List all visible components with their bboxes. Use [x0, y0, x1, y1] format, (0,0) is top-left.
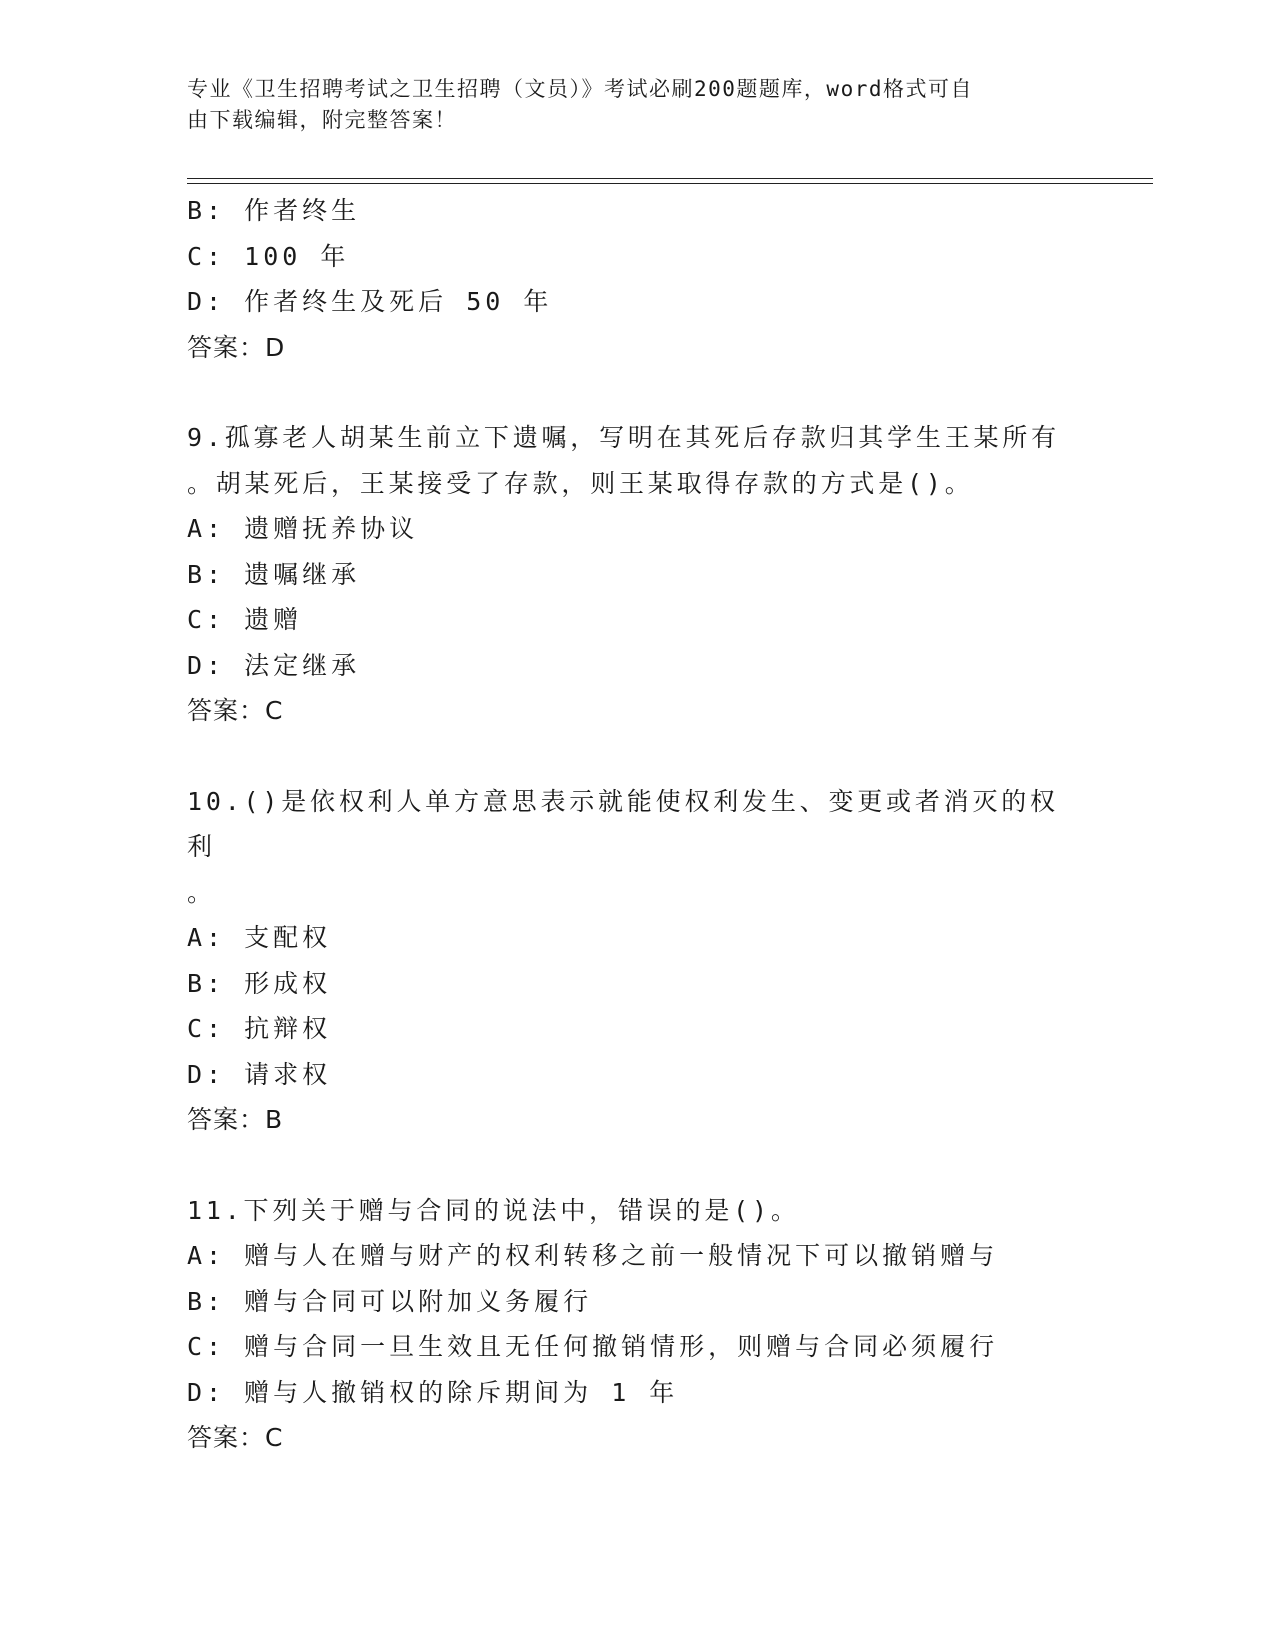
- answer-line: 答案：B: [187, 1105, 284, 1134]
- question-block-10: [187, 779, 1087, 1143]
- question-stem-line: 9.孤寡老人胡某生前立下遗嘱，写明在其死后存款归其学生王某所有: [187, 423, 1060, 452]
- option-c: C: 抗辩权: [187, 1014, 332, 1043]
- option-d: D: 作者终生及死后 50 年: [187, 287, 553, 316]
- option-a: A: 遗赠抚养协议: [187, 514, 419, 543]
- question-block-8: [187, 188, 1087, 370]
- option-c: C: 遗赠: [187, 605, 303, 634]
- document-header: [187, 74, 1067, 136]
- header-line-1: 专业《卫生招聘考试之卫生招聘（文员）》考试必刷200题题库，word格式可自: [187, 77, 973, 101]
- answer-line: 答案：C: [187, 1423, 284, 1452]
- spacer: [187, 370, 1087, 415]
- answer-line: 答案：D: [187, 332, 286, 362]
- option-d: D: 赠与人撤销权的除斥期间为 1 年: [187, 1377, 679, 1407]
- header-divider-bottom: [187, 183, 1153, 184]
- option-a: A: 赠与人在赠与财产的权利转移之前一般情况下可以撤销赠与: [187, 1241, 999, 1270]
- option-c: C: 赠与合同一旦生效且无任何撤销情形，则赠与合同必须履行: [187, 1332, 999, 1361]
- option-b: B: 赠与合同可以附加义务履行: [187, 1286, 593, 1316]
- question-block-9: [187, 415, 1087, 734]
- option-b: B: 遗嘱继承: [187, 559, 361, 589]
- option-a: A: 支配权: [187, 923, 332, 952]
- answer-line: 答案：C: [187, 696, 284, 725]
- question-stem-line: 10.()是依权利人单方意思表示就能使权利发生、变更或者消灭的权利: [187, 786, 1059, 861]
- question-stem-line: 。: [187, 877, 216, 907]
- question-stem-line: 11.下列关于赠与合同的说法中，错误的是()。: [187, 1195, 800, 1225]
- option-b: B: 作者终生: [187, 196, 361, 225]
- option-d: D: 请求权: [187, 1059, 332, 1089]
- option-b: B: 形成权: [187, 968, 332, 998]
- question-list: [187, 188, 1087, 1461]
- option-c: C: 100 年: [187, 241, 350, 271]
- spacer: [187, 1143, 1087, 1188]
- spacer: [187, 734, 1087, 779]
- question-stem-line: 。胡某死后，王某接受了存款，则王某取得存款的方式是()。: [187, 468, 974, 498]
- header-divider-top: [187, 178, 1153, 179]
- header-line-2: 由下载编辑，附完整答案！: [187, 108, 457, 132]
- question-block-11: [187, 1188, 1087, 1461]
- option-d: D: 法定继承: [187, 650, 361, 680]
